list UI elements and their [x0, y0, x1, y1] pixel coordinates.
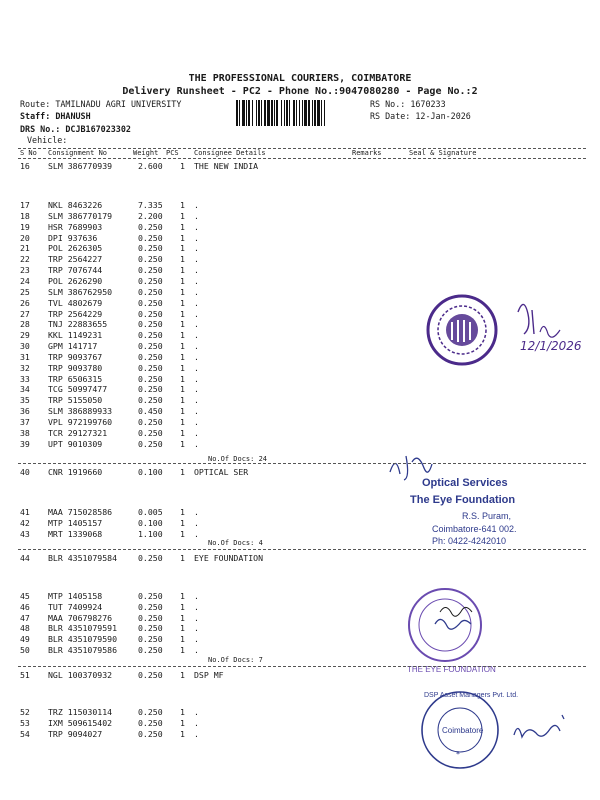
doc-count: No.Of Docs: 7 [208, 656, 263, 664]
dashed-rule [18, 148, 586, 149]
weight: 0.250 [138, 417, 163, 427]
serial-number: 47 [20, 612, 30, 623]
weight: 0.250 [138, 591, 163, 601]
serial-number: 31 [20, 351, 30, 362]
consignment-number: TRP 2564229 [48, 308, 103, 319]
weight: 0.450 [138, 406, 163, 417]
svg-text:*: * [456, 750, 460, 759]
consignment-number: TRZ 115030114 [48, 707, 113, 717]
pieces: 1 [180, 232, 185, 243]
pieces: 1 [180, 330, 185, 341]
consignment-number: POL 2626290 [48, 275, 103, 286]
pieces: 1 [180, 612, 185, 623]
consignee-details: . [194, 518, 199, 528]
weight: 0.250 [138, 308, 163, 319]
pieces: 1 [180, 417, 185, 427]
pieces: 1 [180, 362, 185, 373]
serial-number: 43 [20, 529, 30, 539]
consignee-details: . [194, 707, 199, 717]
serial-number: 24 [20, 275, 30, 286]
dsp-stamp-city: Coimbatore [442, 726, 484, 735]
serial-number: 35 [20, 395, 30, 406]
weight: 0.250 [138, 351, 163, 362]
dashed-rule [18, 463, 586, 464]
consignee-details: . [194, 529, 199, 539]
serial-number: 41 [20, 507, 30, 517]
weight: 0.250 [138, 645, 163, 655]
consignment-number: UPT 9010309 [48, 438, 103, 449]
dsp-asset-managers-stamp [410, 685, 580, 775]
dashed-rule [18, 158, 586, 159]
pieces: 1 [180, 243, 185, 254]
pieces: 1 [180, 384, 185, 395]
col-consignment: Consignment No [48, 149, 108, 157]
weight: 0.250 [138, 395, 163, 406]
weight: 0.250 [138, 254, 163, 265]
consignment-number: BLR 4351079590 [48, 634, 118, 645]
consignee-details: . [194, 729, 199, 739]
consignment-number: NGL 100370932 [48, 670, 113, 680]
serial-number: 48 [20, 623, 30, 634]
pieces: 1 [180, 553, 185, 563]
consignment-number: SLM 386770939 [48, 161, 113, 171]
weight: 0.250 [138, 330, 163, 341]
consignee-details: . [194, 623, 199, 634]
serial-number: 38 [20, 427, 30, 438]
consignment-number: SLM 386770179 [48, 210, 113, 221]
consignee-details: . [194, 243, 199, 254]
consignee-details: . [194, 591, 199, 601]
pieces: 1 [180, 591, 185, 601]
dashed-rule [18, 666, 586, 667]
serial-number: 22 [20, 254, 30, 265]
consignee-details: . [194, 341, 199, 352]
serial-number: 23 [20, 265, 30, 276]
stamp-line-4: Coimbatore-641 002. [432, 524, 517, 534]
pieces: 1 [180, 308, 185, 319]
pieces: 1 [180, 718, 185, 728]
consignment-number: MTP 1405157 [48, 518, 103, 528]
weight: 0.250 [138, 553, 163, 563]
route-label: Route: [20, 99, 51, 109]
drs-label: DRS No.: [20, 124, 61, 134]
serial-number: 34 [20, 384, 30, 395]
consignee-details: . [194, 612, 199, 623]
consignment-number: TRP 9093767 [48, 351, 103, 362]
weight: 0.250 [138, 286, 163, 297]
consignee-details: . [194, 308, 199, 319]
col-seal-signature: Seal & Signature [409, 149, 477, 157]
weight: 0.250 [138, 341, 163, 352]
serial-number: 18 [20, 210, 30, 221]
consignment-number: MTP 1405158 [48, 591, 103, 601]
pieces: 1 [180, 200, 185, 210]
serial-number: 39 [20, 438, 30, 449]
consignment-number: TNJ 22883655 [48, 319, 108, 330]
serial-number: 44 [20, 553, 30, 563]
weight: 0.250 [138, 275, 163, 286]
consignment-number: BLR 4351079584 [48, 553, 118, 563]
serial-number: 40 [20, 467, 30, 477]
weight: 0.250 [138, 243, 163, 254]
col-pcs: PCS [166, 149, 179, 157]
weight: 0.250 [138, 612, 163, 623]
col-sno: S No [20, 149, 37, 157]
col-remarks: Remarks [352, 149, 382, 157]
consignee-details: THE NEW INDIA [194, 161, 259, 171]
pieces: 1 [180, 645, 185, 655]
weight: 0.250 [138, 232, 163, 243]
consignment-number: MRT 1339068 [48, 529, 103, 539]
pieces: 1 [180, 351, 185, 362]
consignment-number: TRP 5155050 [48, 395, 103, 406]
rs-no-line [370, 99, 446, 109]
pieces: 1 [180, 427, 185, 438]
rs-date-line [370, 111, 471, 121]
consignee-details: . [194, 373, 199, 384]
consignment-number: SLM 386889933 [48, 406, 113, 417]
serial-number: 17 [20, 200, 30, 210]
serial-number: 53 [20, 718, 30, 728]
consignment-number: TRP 7076744 [48, 265, 103, 276]
consignment-number: BLR 4351079586 [48, 645, 118, 655]
serial-number: 45 [20, 591, 30, 601]
weight: 2.600 [138, 161, 163, 171]
stamp-line-5: Ph: 0422-4242010 [432, 536, 507, 546]
pieces: 1 [180, 254, 185, 265]
weight: 0.250 [138, 670, 163, 680]
pieces: 1 [180, 670, 185, 680]
weight: 0.250 [138, 718, 163, 728]
pieces: 1 [180, 395, 185, 406]
pieces: 1 [180, 529, 185, 539]
optical-services-stamp [370, 448, 570, 558]
weight: 0.005 [138, 507, 163, 517]
consignment-number: TRP 9094027 [48, 729, 103, 739]
weight: 0.250 [138, 384, 163, 395]
consignment-number: TRP 2564227 [48, 254, 103, 265]
signature [400, 590, 480, 630]
drs-line [20, 124, 131, 134]
serial-number: 51 [20, 670, 30, 680]
weight: 0.100 [138, 518, 163, 528]
pieces: 1 [180, 341, 185, 352]
serial-number: 50 [20, 645, 30, 655]
serial-number: 54 [20, 729, 30, 739]
consignee-details: . [194, 286, 199, 297]
pieces: 1 [180, 438, 185, 449]
consignee-details: . [194, 645, 199, 655]
serial-number: 36 [20, 406, 30, 417]
weight: 0.250 [138, 373, 163, 384]
consignment-number: HSR 7689903 [48, 221, 103, 232]
weight: 0.250 [138, 634, 163, 645]
weight: 0.250 [138, 319, 163, 330]
weight: 0.250 [138, 427, 163, 438]
consignee-details: EYE FOUNDATION [194, 553, 264, 563]
consignee-details: . [194, 210, 199, 221]
consignee-details: DSP MF [194, 670, 224, 680]
pieces: 1 [180, 210, 185, 221]
pieces: 1 [180, 729, 185, 739]
consignee-details: . [194, 601, 199, 612]
serial-number: 25 [20, 286, 30, 297]
pieces: 1 [180, 707, 185, 717]
serial-number: 30 [20, 341, 30, 352]
consignee-details: . [194, 417, 199, 427]
pieces: 1 [180, 507, 185, 517]
consignee-details: . [194, 634, 199, 645]
dashed-rule [18, 549, 586, 550]
consignee-details: . [194, 507, 199, 517]
consignment-number: NKL 8463226 [48, 200, 103, 210]
doc-count: No.Of Docs: 24 [208, 455, 268, 463]
pieces: 1 [180, 467, 185, 477]
consignment-number: TRP 9093780 [48, 362, 103, 373]
vehicle-label: Vehicle: [27, 135, 68, 145]
weight: 0.250 [138, 221, 163, 232]
serial-number: 32 [20, 362, 30, 373]
weight: 2.200 [138, 210, 163, 221]
staff-value: DHANUSH [55, 111, 91, 121]
handwritten-date: 12/1/2026 [520, 339, 582, 353]
weight: 0.250 [138, 362, 163, 373]
weight: 0.250 [138, 297, 163, 308]
weight: 0.250 [138, 438, 163, 449]
serial-number: 20 [20, 232, 30, 243]
consignment-number: CNR 1919660 [48, 467, 103, 477]
pieces: 1 [180, 406, 185, 417]
serial-number: 33 [20, 373, 30, 384]
pieces: 1 [180, 623, 185, 634]
pieces: 1 [180, 275, 185, 286]
drs-value: DCJB167023302 [65, 124, 131, 134]
consignment-number: IXM 509615402 [48, 718, 113, 728]
rs-no-label: RS No.: [370, 99, 406, 109]
consignment-number: MAA 706798276 [48, 612, 113, 623]
stamp-line-3: R.S. Puram, [462, 511, 512, 521]
consignee-details: . [194, 200, 199, 210]
consignment-number: SLM 386762950 [48, 286, 113, 297]
serial-number: 28 [20, 319, 30, 330]
serial-number: 16 [20, 161, 30, 171]
consignment-number: VPL 972199760 [48, 417, 113, 427]
serial-number: 49 [20, 634, 30, 645]
pieces: 1 [180, 286, 185, 297]
consignee-details: OPTICAL SER [194, 467, 249, 477]
stamp-line-2: The Eye Foundation [410, 494, 516, 506]
consignee-details: . [194, 275, 199, 286]
consignment-number: POL 2626305 [48, 243, 103, 254]
runsheet-subtitle: Delivery Runsheet - PC2 - Phone No.:9047080280 - Page No.:2 [122, 86, 478, 97]
pieces: 1 [180, 221, 185, 232]
consignee-details: . [194, 221, 199, 232]
serial-number: 27 [20, 308, 30, 319]
consignment-number: DPI 937636 [48, 232, 98, 243]
consignee-details: . [194, 297, 199, 308]
consignee-details: . [194, 362, 199, 373]
weight: 0.250 [138, 601, 163, 612]
consignee-details: . [194, 438, 199, 449]
serial-number: 46 [20, 601, 30, 612]
consignee-details: . [194, 319, 199, 330]
consignee-details: . [194, 395, 199, 406]
serial-number: 26 [20, 297, 30, 308]
serial-number: 19 [20, 221, 30, 232]
rs-date-value: 12-Jan-2026 [415, 111, 471, 121]
pieces: 1 [180, 319, 185, 330]
weight: 7.335 [138, 200, 163, 210]
serial-number: 52 [20, 707, 30, 717]
consignee-details: . [194, 406, 199, 417]
consignee-details: . [194, 351, 199, 362]
pieces: 1 [180, 634, 185, 645]
serial-number: 37 [20, 417, 30, 427]
stamp-line-1: Optical Services [422, 477, 508, 489]
serial-number: 21 [20, 243, 30, 254]
consignment-number: TUT 7409924 [48, 601, 103, 612]
pieces: 1 [180, 601, 185, 612]
weight: 1.100 [138, 529, 163, 539]
consignment-number: TVL 4802679 [48, 297, 103, 308]
weight: 0.250 [138, 623, 163, 634]
barcode-bar [325, 100, 327, 126]
weight: 0.250 [138, 265, 163, 276]
barcode [236, 100, 364, 126]
weight: 0.250 [138, 707, 163, 717]
consignment-number: BLR 4351079591 [48, 623, 118, 634]
consignee-details: . [194, 232, 199, 243]
serial-number: 42 [20, 518, 30, 528]
consignee-details: . [194, 254, 199, 265]
consignment-number: MAA 715028586 [48, 507, 113, 517]
route-value: TAMILNADU AGRI UNIVERSITY [55, 99, 182, 109]
consignee-details: . [194, 427, 199, 438]
dsp-stamp-company: DSP Asset Managers Pvt. Ltd. [424, 692, 519, 699]
pieces: 1 [180, 518, 185, 528]
pieces: 1 [180, 265, 185, 276]
rs-no-value: 1670233 [410, 99, 446, 109]
col-consignee: Consignee Details [194, 149, 266, 157]
eye-foundation-stamp-text: THE EYE FOUNDATION [407, 665, 496, 674]
consignee-details: . [194, 384, 199, 395]
pieces: 1 [180, 161, 185, 171]
staff-line [20, 111, 91, 121]
document-title: THE PROFESSIONAL COURIERS, COIMBATORE [188, 73, 412, 84]
purple-circular-stamp [420, 290, 600, 370]
consignee-details: . [194, 330, 199, 341]
consignment-number: TCR 29127321 [48, 427, 108, 438]
staff-label: Staff: [20, 111, 51, 121]
consignment-number: TCG 50997477 [48, 384, 108, 395]
serial-number: 29 [20, 330, 30, 341]
weight: 0.100 [138, 467, 163, 477]
pieces: 1 [180, 373, 185, 384]
consignment-number: KKL 1149231 [48, 330, 103, 341]
pieces: 1 [180, 297, 185, 308]
route-line [20, 99, 181, 109]
rs-date-label: RS Date: [370, 111, 411, 121]
consignment-number: TRP 6506315 [48, 373, 103, 384]
consignee-details: . [194, 718, 199, 728]
weight: 0.250 [138, 729, 163, 739]
col-weight: Weight [133, 149, 159, 157]
consignee-details: . [194, 265, 199, 276]
consignment-number: GPM 141717 [48, 341, 98, 352]
doc-count: No.Of Docs: 4 [208, 539, 263, 547]
